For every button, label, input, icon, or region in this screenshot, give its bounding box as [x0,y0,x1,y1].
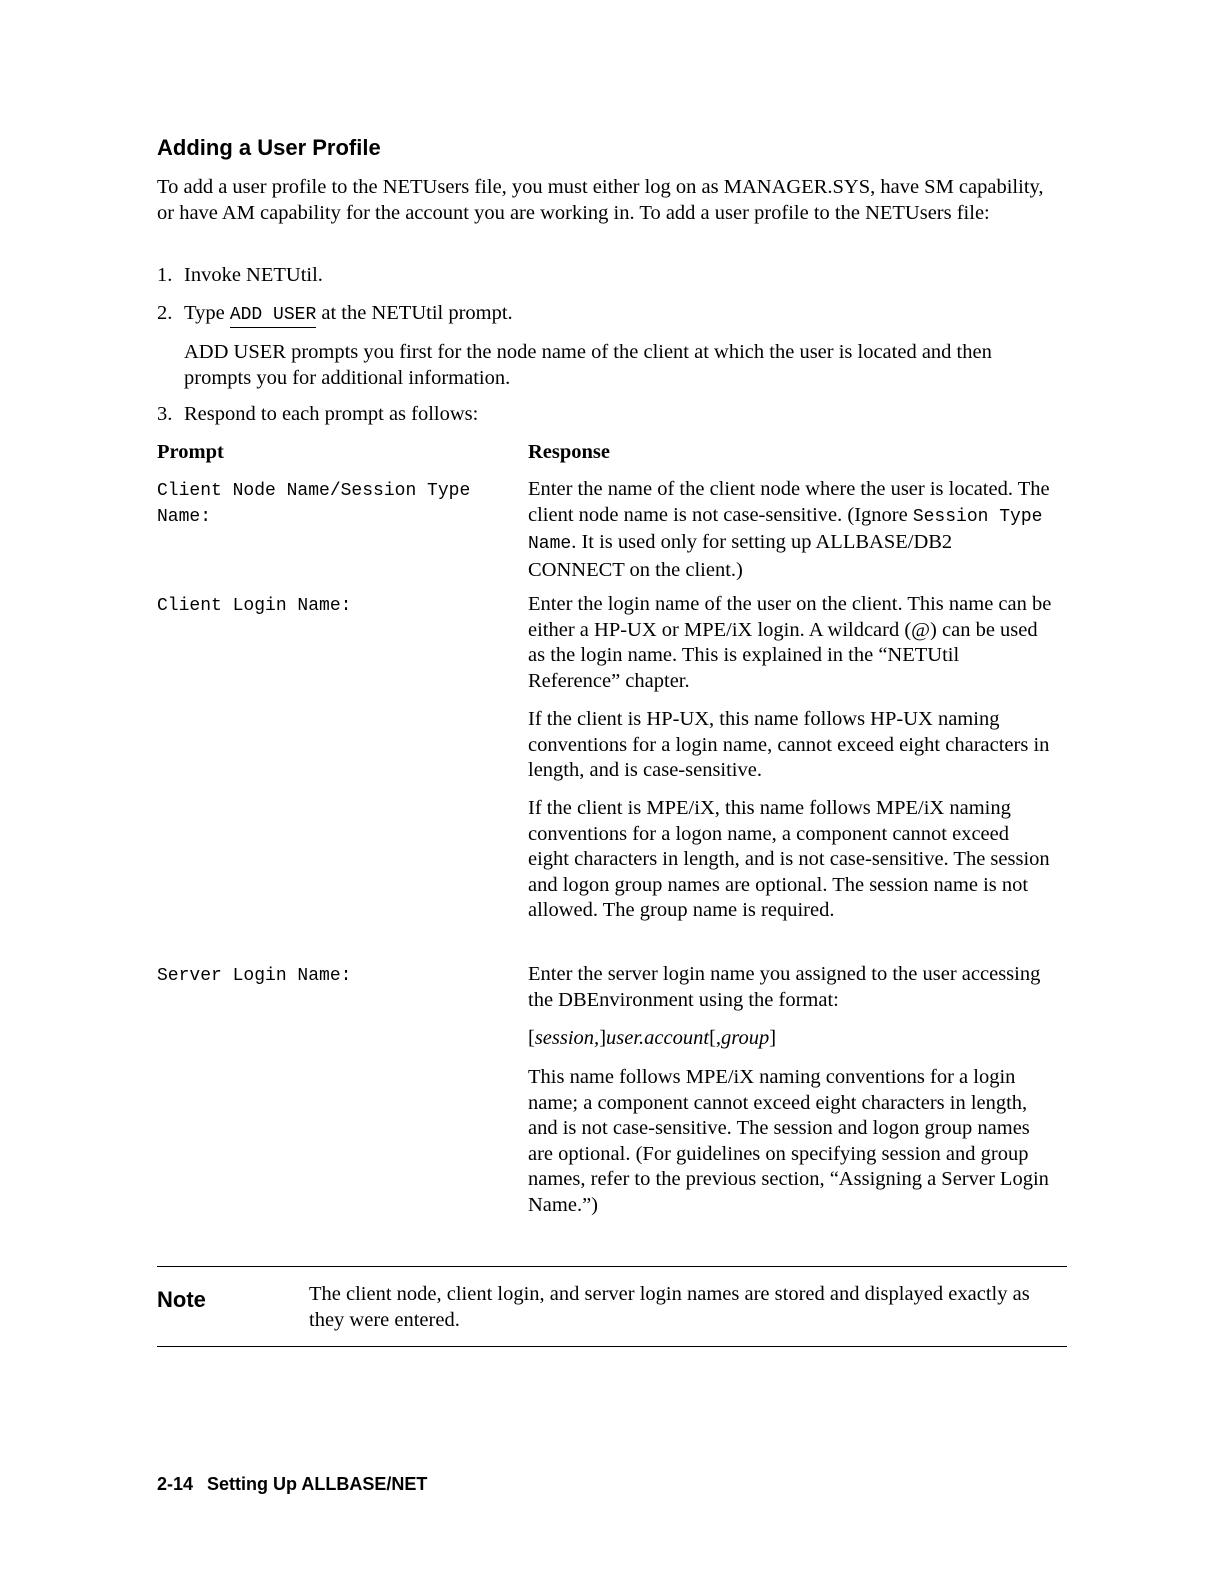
step-number: 3. [157,403,173,425]
command-add-user: ADD USER [230,305,316,328]
response-text: Enter the name of the client node where the user is located. The client node name is not case-sensitive. (Ignore [528,478,1050,526]
syntax-bracket: ] [769,1027,777,1049]
syntax-bracket: [, [709,1027,722,1049]
page-footer [157,1473,427,1495]
step-text-pre: Type [184,302,230,324]
section-title: Adding a User Profile [157,135,381,160]
syntax-group: group [721,1027,770,1049]
syntax-user-account: user.account [606,1027,710,1049]
chapter-title: Setting Up ALLBASE/NET [207,1474,428,1494]
response-server-login-para2: This name follows MPE/iX naming conventions for a login name; a component cannot exceed eight characters in length, and is not case-sensitive. The session and logon group names are optional. (For guidelines on specifying session and group names, refer to the previous section, “Assigning a Server Login Name.”) [528,1066,1049,1216]
step-text-post: at the NETUtil prompt. [316,302,513,324]
note-label: Note [157,1287,206,1312]
syntax-session: session, [534,1027,600,1049]
prompt-line: Name: [157,507,212,527]
note-bottom-rule [157,1346,1067,1347]
step-2 [157,301,1057,329]
response-client-login-para1: Enter the login name of the user on the client. This name can be either a HP-UX or MPE/iX login. A wildcard (@) can be used as the login name. This is explained in the “NETUtil Reference” chapter. [528,593,1052,692]
page-number: 2-14 [157,1474,194,1494]
step-3 [157,402,1057,428]
intro-paragraph: To add a user profile to the NETUsers file, you must either log on as MANAGER.SYS, have SM capability, or have AM capability for the account you are working in. To add a user profile to the NETUsers file: [157,176,1044,224]
prompt-line: Server Login Name: [157,966,352,986]
note-text: The client node, client login, and server login names are stored and displayed exactly as they were entered. [309,1283,1030,1331]
note-top-rule [157,1266,1067,1267]
step-2-detail: ADD USER prompts you first for the node name of the client at which the user is located and then prompts you for additional information. [184,341,992,389]
syntax-bracket: [ [528,1027,535,1049]
step-number: 1. [157,264,173,286]
login-format-syntax [528,1026,1053,1052]
response-client-login-para3: If the client is MPE/iX, this name follows MPE/iX naming conventions for a logon name, a component cannot exceed eight characters in length, and is not case-sensitive. The session and logon group names are optional. The session name is not allowed. The group name is required. [528,797,1050,921]
step-number: 2. [157,302,173,324]
response-text: . It is used only for setting up ALLBASE/DB2 CONNECT on the client.) [528,531,953,581]
prompt-line: Client Node Name/Session Type [157,481,471,501]
response-client-login-para2: If the client is HP-UX, this name follows HP-UX naming conventions for a login name, cannot exceed eight characters in length, and is case-sensitive. [528,708,1050,781]
step-text: Invoke NETUtil. [184,264,323,286]
prompt-client-node-name [157,478,507,530]
prompt-client-login-name [157,593,507,619]
table-header-response: Response [528,441,611,463]
prompt-line: Client Login Name: [157,596,352,616]
syntax-bracket: ] [599,1027,607,1049]
response-server-login-para1: Enter the server login name you assigned to the user accessing the DBEnvironment using the format: [528,963,1041,1011]
prompt-server-login-name [157,963,507,989]
response-client-node-name [528,477,1053,583]
step-text: Respond to each prompt as follows: [184,403,479,425]
step-1 [157,263,1057,289]
table-header-prompt: Prompt [157,441,224,463]
session-type-name-code: Session Type Name [528,506,1043,554]
